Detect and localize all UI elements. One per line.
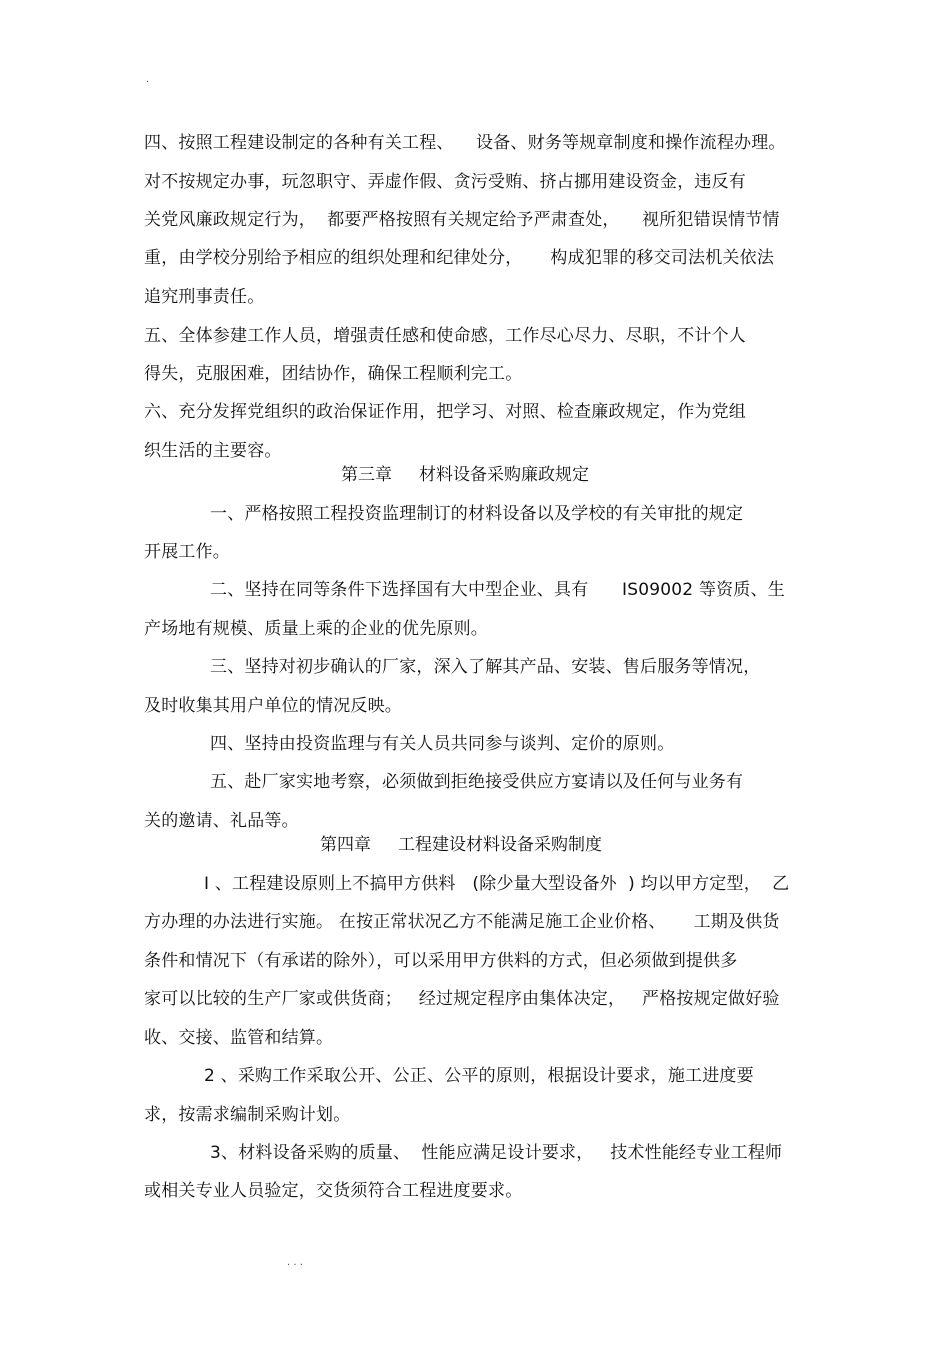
paragraph-line: 四、按照工程建设制定的各种有关工程、 设备、财务等规章制度和操作流程办理。 [144,133,786,153]
paragraph-line: 或相关专业人员验定，交货须符合工程进度要求。 [144,1181,523,1201]
paragraph-line: 关党风廉政规定行为， 都要严格按照有关规定给予严肃查处， 视所犯错误情节情 [144,210,780,230]
paragraph-line: 及时收集其用户单位的情况反映。 [144,696,402,716]
paragraph-line: 开展工作。 [144,542,230,562]
paragraph-line: 家可以比较的生产厂家或供货商； 经过规定程序由集体决定， 严格按规定做好验 [144,989,780,1009]
paragraph-line: 2 、采购工作采取公开、公正、公平的原则，根据设计要求，施工进度要 [204,1066,754,1086]
paragraph-line: 织生活的主要容。 [144,441,282,461]
chapter-4-title: 第四章 工程建设材料设备采购制度 [320,835,603,855]
paragraph-line: 二、坚持在同等条件下选择国有大中型企业、具有 IS09002 等资质、生 [210,580,785,600]
paragraph-line: 关的邀请、礼品等。 [144,811,299,831]
header-mark: . [146,74,150,85]
paragraph-line: 3、材料设备采购的质量、 性能应满足设计要求， 技术性能经专业工程师 [210,1143,783,1163]
paragraph-line: 重，由学校分别给予相应的组织处理和纪律处分， 构成犯罪的移交司法机关依法 [144,248,775,268]
paragraph-line: 四、坚持由投资监理与有关人员共同参与谈判、定价的原则。 [210,734,675,754]
paragraph-line: 得失，克服困难，团结协作，确保工程顺利完工。 [144,364,523,384]
chapter-3-title: 第三章 材料设备采购廉政规定 [341,465,590,485]
footer-mark: . . . [287,1257,303,1268]
paragraph-line: 条件和情况下（有承诺的除外），可以采用甲方供料的方式，但必须做到提供多 [144,951,738,971]
paragraph-line: 产场地有规模、质量上乘的企业的优先原则。 [144,619,488,639]
paragraph-line: 求，按需求编制采购计划。 [144,1105,351,1125]
paragraph-line: 五、赴厂家实地考察，必须做到拒绝接受供应方宴请以及任何与业务有 [210,772,744,792]
paragraph-line: I 、工程建设原则上不搞甲方供料 (除少量大型设备外 ) 均以甲方定型， 乙 [204,874,790,894]
paragraph-line: 方办理的办法进行实施。 在按正常状况乙方不能满足施工企业价格、 工期及供货 [144,912,780,932]
paragraph-line: 一、严格按照工程投资监理制订的材料设备以及学校的有关审批的规定 [210,504,744,524]
paragraph-line: 对不按规定办事，玩忽职守、弄虚作假、贪污受贿、挤占挪用建设资金，违反有 [144,172,746,192]
paragraph-line: 三、坚持对初步确认的厂家，深入了解其产品、安装、售后服务等情况， [210,657,761,677]
paragraph-line: 收、交接、监管和结算。 [144,1028,334,1048]
paragraph-line: 六、充分发挥党组织的政治保证作用，把学习、对照、检查廉政规定，作为党组 [144,402,746,422]
paragraph-line: 五、全体参建工作人员，增强责任感和使命感，工作尽心尽力、尽职，不计个人 [144,326,746,346]
paragraph-line: 追究刑事责任。 [144,287,265,307]
